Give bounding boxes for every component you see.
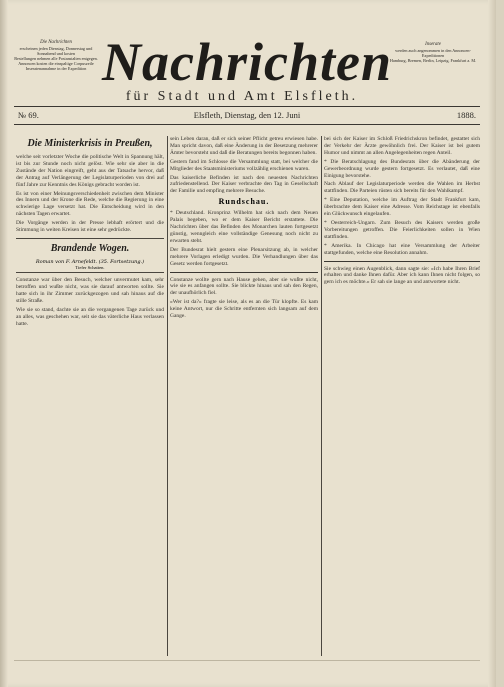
page-binding-shadow (0, 0, 8, 687)
subscription-info-line: Annoncen kosten die einspaltige Corpuszeile (18, 61, 94, 66)
page-bottom-rule (14, 660, 480, 661)
article-paragraph: Gestern fand im Schlosse die Versammlung statt, bei welcher die Mitglieder des Staatsministeriums vollzählig erschienen waren. (170, 158, 318, 172)
advertising-info-box (386, 42, 480, 63)
story-subtitle: Roman von F. Arnefeldt. (35. Fortsetzung.) (35, 258, 145, 265)
article-paragraph: sein Leben daran, daß er sich seiner Pflicht getreu erwiesen habe. Man spricht davon, daß eine Änderung in der Besetzung mehrerer Ämter bevorsteht und daß die Beratungen bereits begonnen haben. (170, 136, 318, 156)
article-paragraph: welche seit vorletzter Woche die politische Welt in Spannung hält, ist bis zur Stunde noch nicht gelöst. Wie sehr sie aber in die Zustände der Nation eingreift, geht aus der Tatsache hervor, daß der Antrag auf Verlängerung der Legislaturperioden von drei auf fünf Jahre zur Kenntnis des Königs gebracht worden ist. (16, 154, 164, 188)
article-paragraph: * Deutschland. Kronprinz Wilhelm hat sich nach dem Neuen Palais begeben, wo er dem Kaiser Bericht erstattete. Die Nachrichten über das Befinden des Monarchen lauten fortgesetzt günstig, wenngleich eine vollständige Genesung noch nicht zu erwarten steht. (170, 210, 318, 244)
article-paragraph: Der Bundesrat hielt gestern eine Plenarsitzung ab, in welcher mehrere Vorlagen erledigt wurden. Die Verhandlungen über das Gesetz werden fortgesetzt. (170, 246, 318, 267)
story-paragraph: Constanze wollte gern nach Hause gehen, aber sie wußte nicht, wie sie es anfangen sollte. Sie blickte hinaus und sah den Regen, der unaufhörlich fiel. (170, 276, 318, 297)
section-rule (324, 261, 480, 262)
masthead-rule-bottom (14, 124, 480, 125)
issue-year: 1888. (456, 110, 476, 120)
advertising-info-title: Inserate (425, 42, 441, 47)
subscription-info-line: Inseratenannahme in der Expedition (25, 66, 87, 71)
masthead-rule-top (14, 106, 480, 107)
advertising-info-line: werden auch angenommen in den Annoncen-Expeditionen (395, 48, 471, 58)
feuilleton-header (16, 238, 164, 273)
story-chapter: Tiefer Schatten. (75, 264, 105, 270)
subscription-info-box (14, 40, 98, 71)
story-paragraph: Wie sie so stand, dachte sie an die vergangenen Tage zurück und an alles, was geschehen war, seit sie das väterliche Haus verlassen hatte. (16, 307, 164, 327)
column-1 (16, 136, 164, 330)
article-paragraph: * Oesterreich-Ungarn. Zum Besuch des Kaisers werden große Vorbereitungen getroffen. Die Feierlichkeiten sollen in Wien stattfinden. (324, 219, 480, 240)
newspaper-subtitle: für Stadt und Amt Elsfleth. (125, 89, 359, 104)
story-paragraph: Sie schwieg einen Augenblick, dann sagte sie: »Ich habe Ihren Brief erhalten und danke Ihnen dafür. Aber ich kann Ihnen nicht folgen, so gern ich es möchte.« Er sah sie lange an und antwortete nicht. (324, 265, 480, 286)
column-2 (170, 136, 318, 322)
story-paragraph: »Wer ist da?« fragte sie leise, als es an die Tür klopfte. Es kam keine Antwort, nur die Schritte entfernten sich langsam auf dem Gange. (170, 299, 318, 320)
article-paragraph: bei sich der Kaiser im Schloß Friedrichskron befindet, gestattet sich der Verkehr der Ärzte gewöhnlich frei. Der Kaiser ist bei gutem Humor und nimmt an allen Angelegenheiten regen Anteil. (324, 136, 480, 156)
section-rule (170, 272, 318, 273)
dateline (14, 108, 480, 122)
subscription-info-line: erscheinen jeden Dienstag, Donnerstag und Sonnabend und kosten (19, 46, 93, 56)
article-paragraph: Das kaiserliche Befinden ist nach den neuesten Nachrichten zufriedenstellend. Der Kaiser verbrachte den Tag in Gesellschaft der Familie und empfing mehrere Besuche. (170, 174, 318, 195)
advertising-info-line: Hamburg, Bremen, Berlin, Leipzig, Frankfurt a. M. (389, 58, 477, 63)
newspaper-title: Nachrichten (102, 32, 393, 92)
article-paragraph: * Eine Deputation, welche im Auftrag der Stadt Frankfurt kam, überbrachte dem Kaiser eine Adresse. Vom Reichstage ist ebenfalls ein Glückwunsch eingelaufen. (324, 197, 480, 218)
article-heading: Die Ministerkrisis in Preußen, (27, 138, 153, 149)
article-paragraph: * Die Beratschlagung des Bundesrats über die Abänderung der Gewerbeordnung wurde gestern fortgesetzt. Es verlautet, daß eine Einigung bevorstehe. (324, 158, 480, 179)
section-heading: Rundschau. (218, 197, 270, 207)
article-paragraph: Die Vorgänge werden in der Presse lebhaft erörtert und die Stimmung in weiten Kreisen ist eine sehr gedrückte. (16, 220, 164, 234)
column-3 (324, 136, 480, 288)
issue-date: Elsfleth, Dienstag, den 12. Juni (193, 110, 301, 120)
story-paragraph: Constanze war über den Besuch, welcher unvermutet kam, sehr betroffen und wußte nicht, was sie darauf antworten sollte. Sie hatte sich in ihr Zimmer zurückgezogen und sah hinaus auf die stille Straße. (16, 277, 164, 305)
column-divider (321, 136, 322, 656)
article-paragraph: Nach Ablauf der Legislaturperiode werden die Wahlen im Herbst stattfinden. Die Parteien rüsten sich bereits für den Wahlkampf. (324, 181, 480, 195)
column-divider (167, 136, 168, 656)
page-edge-shadow (488, 0, 496, 687)
article-paragraph: * Amerika. In Chicago hat eine Versammlung der Arbeiter stattgefunden, welche eine Resolution annahm. (324, 242, 480, 256)
masthead (102, 32, 393, 104)
story-title: Brandende Wogen. (50, 242, 130, 254)
article-paragraph: Es ist von einer Meinungsverschiedenheit zwischen dem Minister des Innern und der Krone die Rede, welche die Regierung in eine schwierige Lage versetzt hat. Die Entscheidung wird in den nächsten Tagen erwartet. (16, 190, 164, 218)
subscription-info-title: Die Nachrichten (40, 40, 72, 45)
subscription-info-line: Bestellungen nehmen alle Postanstalten entgegen. (14, 56, 98, 61)
issue-number: № 69. (18, 110, 39, 120)
